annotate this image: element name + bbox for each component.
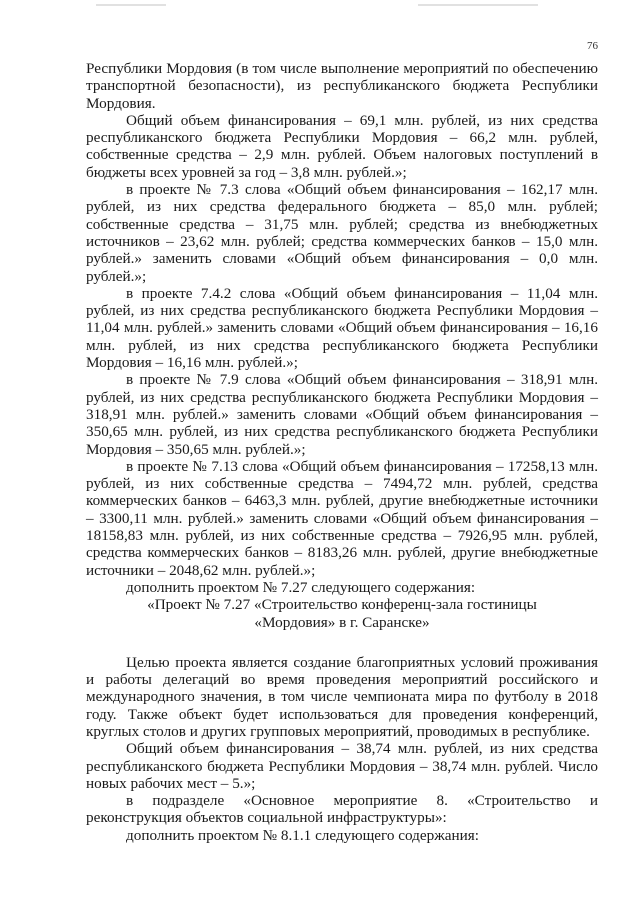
paragraph: Общий объем финансирования – 38,74 млн. рублей, из них средства республиканского бюджета Республики Мордовия – 38,74 млн. рублей. Число новых рабочих мест – 5.»;: [86, 740, 598, 792]
paragraph: дополнить проектом № 7.27 следующего содержания:: [126, 578, 476, 596]
paragraph: в проекте № 7.13 слова «Общий объем финансирования – 17258,13 млн. рублей, из них собственные средства – 7494,72 млн. рублей, средства коммерческих банков – 6463,3 млн. рублей, другие внебюджетные источники – 3300,11 млн. рублей.» заменить словами «Общий объем финансирования – 18158,83 млн. рублей, из них собственные средства – 7926,95 млн. рублей, средства коммерческих банков – 8183,26 млн. рублей, другие внебюджетные источники – 2048,62 млн. рублей.»;: [86, 457, 598, 579]
paragraph: дополнить проектом № 8.1.1 следующего содержания:: [126, 826, 479, 844]
document-body: [86, 60, 598, 844]
paragraph: в проекте 7.4.2 слова «Общий объем финансирования – 11,04 млн. рублей, из них средства республиканского бюджета Республики Мордовия – 11,04 млн. рублей.» заменить словами «Общий объем финансирования – 16,16 млн. рублей, из них средства республиканского бюджета Республики Мордовия – 16,16 млн. рублей.»;: [86, 284, 598, 372]
spacer: [86, 631, 598, 654]
project-heading-line-2: «Мордовия» в г. Саранске»: [254, 613, 430, 631]
project-heading-line-1: «Проект № 7.27 «Строительство конференц-зала гостиницы: [147, 596, 537, 614]
scan-artifact: [96, 4, 166, 6]
paragraph: в подразделе «Основное мероприятие 8. «Строительство и реконструкция объектов социальной инфраструктуры»:: [86, 792, 598, 827]
paragraph: Целью проекта является создание благоприятных условий проживания и работы делегаций во время проведения мероприятий российского и международного значения, в том числе чемпионата мира по футболу в 2018 году. Также объект будет использоваться для проведения конференций, круглых столов и других групповых мероприятий, проводимых в республике.: [86, 653, 598, 740]
paragraph: Общий объем финансирования – 69,1 млн. рублей, из них средства республиканского бюджета Республики Мордовия – 66,2 млн. рублей, собственные средства – 2,9 млн. рублей. Объем налоговых поступлений в бюджеты всех уровней за год – 3,8 млн. рублей.»;: [86, 111, 598, 181]
paragraph: в проекте № 7.9 слова «Общий объем финансирования – 318,91 млн. рублей, из них средства республиканского бюджета Республики Мордовия – 318,91 млн. рублей.» заменить словами «Общий объем финансирования – 350,65 млн. рублей, из них средства республиканского бюджета Республики Мордовия – 350,65 млн. рублей.»;: [86, 371, 598, 458]
page-number: 76: [587, 40, 598, 52]
paragraph: в проекте № 7.3 слова «Общий объем финансирования – 162,17 млн. рублей, из них средства федерального бюджета – 85,0 млн. рублей; собственные средства – 31,75 млн. рублей; средства из внебюджетных источников – 23,62 млн. рублей; средства коммерческих банков – 15,0 млн. рублей.» заменить словами «Общий объем финансирования – 0,0 млн. рублей.»;: [86, 181, 598, 285]
paragraph: Республики Мордовия (в том числе выполнение мероприятий по обеспечению транспортной безопасности), из республиканского бюджета Республики Мордовия.: [86, 60, 598, 112]
scan-artifact: [418, 4, 538, 6]
